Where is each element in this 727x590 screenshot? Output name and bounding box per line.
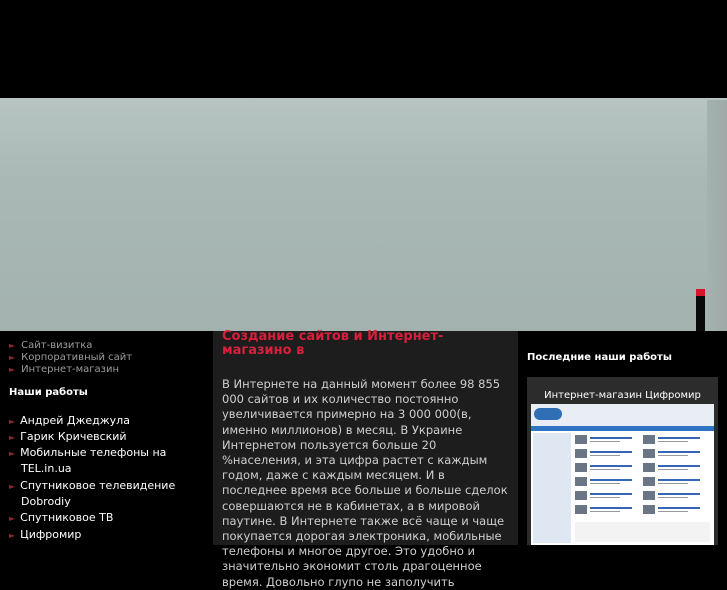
work-link[interactable]: ► Спутниковое ТВ: [9, 511, 114, 524]
arrow-icon: ►: [9, 365, 16, 374]
thumb-row: [575, 448, 635, 459]
arrow-icon: ►: [9, 433, 16, 442]
service-link-vizitka[interactable]: ► Сайт-визитка: [9, 340, 93, 351]
work-link-cont[interactable]: TEL.in.ua: [21, 462, 72, 475]
arrow-icon: ►: [9, 514, 16, 523]
recent-work-title[interactable]: Интернет-магазин Цифромир: [544, 390, 701, 401]
thumb-row: [575, 476, 635, 487]
thumb-row: [643, 434, 703, 445]
thumb-footer: [575, 522, 710, 542]
thumb-row: [575, 490, 635, 501]
arrow-icon: ►: [9, 449, 16, 458]
main-text: В Интернете на данный момент более 98 855 000 сайтов и их количество постоянно увеличивается примерно на 3 000 000(в, именно миллионов) в месяц. В Украине Интернетом пользуется больше 20 %населения, и эта цифра растет с каждым годом, даже с каждым месяцем. И в последнее время все больше и больше сделок совершаются не в кабинетах, а в мировой паутине. В Интернете также всё чаще и чаще покупается дорогая электроника, мобильные телефоны и многое другое. Это удобно и значительно экономит столь драгоценное время. Довольно глупо не заполучить: [222, 377, 508, 589]
arrow-icon: ►: [9, 353, 16, 362]
arrow-icon: ►: [9, 531, 16, 540]
banner-edge: [707, 100, 727, 331]
thumb-row: [643, 490, 703, 501]
works-heading: Наши работы: [9, 387, 88, 398]
work-link[interactable]: ► Мобильные телефоны на: [9, 446, 167, 459]
thumb-row: [575, 462, 635, 473]
work-link[interactable]: ► Андрей Джеджула: [9, 414, 130, 427]
thumb-row: [575, 434, 635, 445]
thumb-row: [643, 448, 703, 459]
work-link[interactable]: ► Цифромир: [9, 528, 82, 541]
arrow-icon: ►: [9, 341, 16, 350]
thumb-row: [643, 476, 703, 487]
thumb-nav: [531, 426, 714, 431]
flag-icon: [696, 289, 705, 296]
thumb-logo: [534, 408, 562, 420]
work-link-cont[interactable]: Dobrodiy: [21, 495, 71, 508]
banner-flag-pole: [696, 289, 705, 331]
page-title: Создание сайтов и Интернет-магазино в: [222, 329, 444, 358]
thumb-row: [643, 462, 703, 473]
recent-work-thumbnail[interactable]: [531, 404, 714, 545]
arrow-icon: ►: [9, 417, 16, 426]
recent-works-heading: Последние наши работы: [527, 352, 672, 363]
work-link[interactable]: ► Спутниковое телевидение: [9, 479, 176, 492]
service-link-shop[interactable]: ► Интернет-магазин: [9, 364, 120, 375]
work-link[interactable]: ► Гарик Кричевский: [9, 430, 127, 443]
thumb-row: [575, 504, 635, 515]
arrow-icon: ►: [9, 482, 16, 491]
header-banner: [0, 98, 727, 331]
top-bar: [0, 0, 727, 98]
service-link-corporate[interactable]: ► Корпоративный сайт: [9, 352, 133, 363]
thumb-sidebar: [533, 433, 571, 543]
thumb-row: [643, 504, 703, 515]
